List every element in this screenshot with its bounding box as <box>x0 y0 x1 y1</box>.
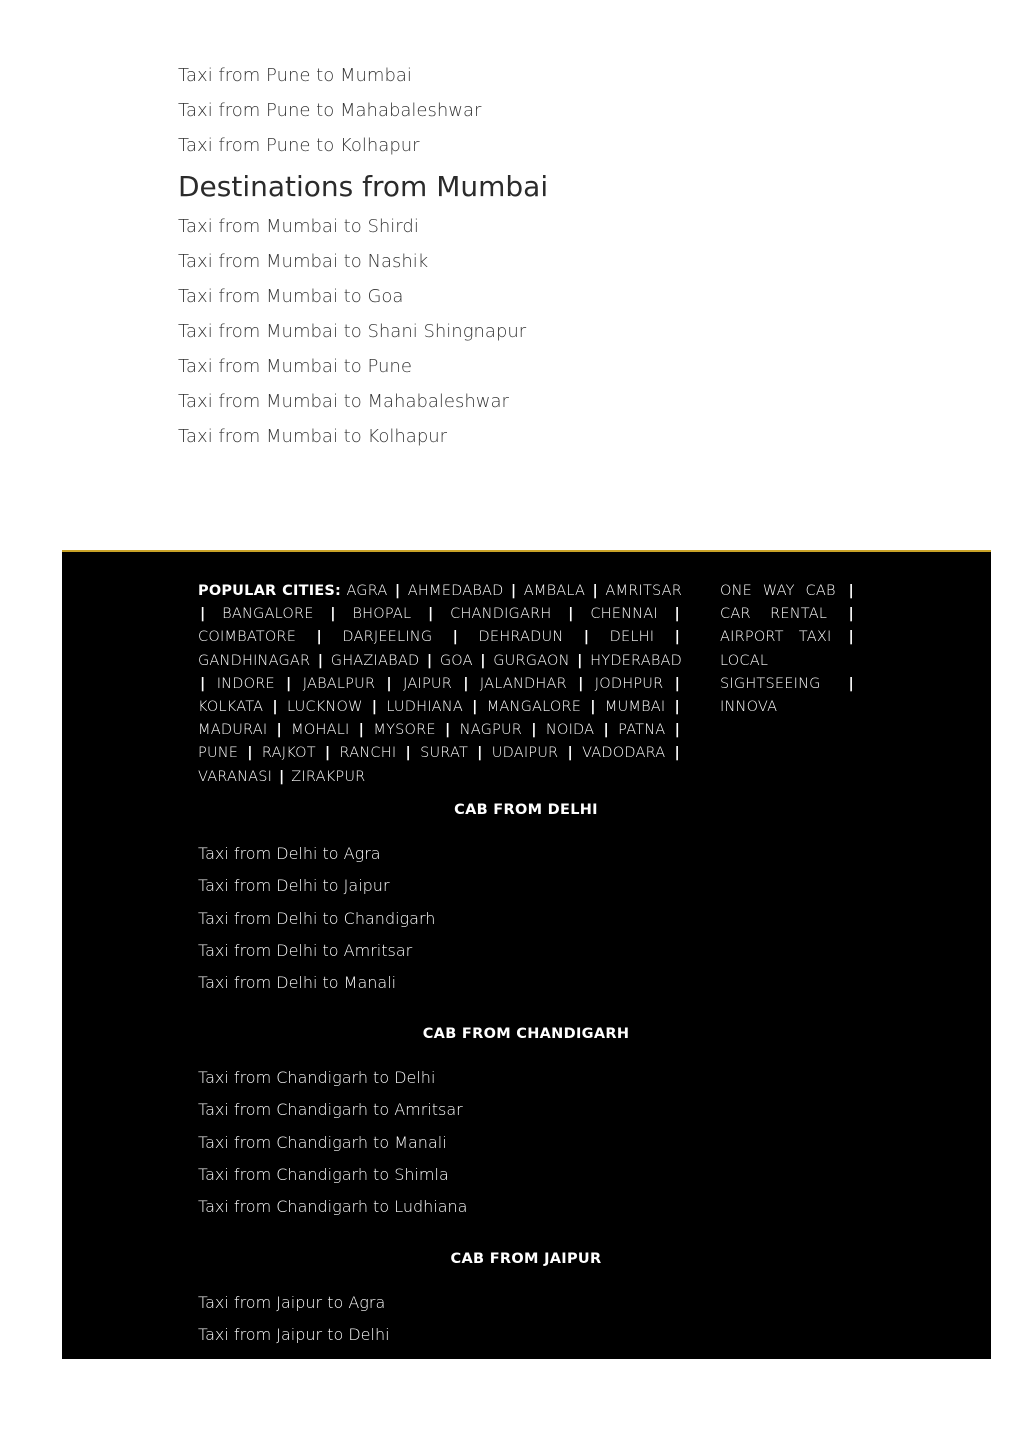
service-link[interactable]: INNOVA <box>720 699 778 716</box>
city-link[interactable]: MOHALI <box>291 722 350 739</box>
separator: | <box>371 699 378 716</box>
city-link[interactable]: ZIRAKPUR <box>291 768 366 785</box>
chandigarh-route-link[interactable]: Taxi from Chandigarh to Shimla <box>198 1164 449 1184</box>
top-destinations <box>178 58 778 454</box>
city-link[interactable]: SURAT <box>420 745 469 762</box>
separator: | <box>405 745 411 762</box>
service-link[interactable]: CAR RENTAL <box>720 606 828 623</box>
separator: | <box>578 675 584 692</box>
city-link[interactable]: VARANASI <box>198 768 273 785</box>
city-link[interactable]: AMRITSAR <box>605 583 683 599</box>
separator: | <box>247 745 253 762</box>
jaipur-route-link[interactable]: Taxi from Jaipur to Agra <box>198 1293 386 1312</box>
popular-cities-label: POPULAR CITIES: <box>198 583 342 599</box>
jaipur-route-link[interactable]: Taxi from Jaipur to Delhi <box>198 1325 390 1345</box>
separator: | <box>480 652 486 669</box>
city-link[interactable]: BANGALORE <box>222 606 314 623</box>
separator: | <box>674 745 681 762</box>
city-link[interactable]: GURGAON <box>493 652 570 669</box>
separator: | <box>568 606 574 623</box>
separator: | <box>200 606 206 623</box>
separator: | <box>674 606 680 623</box>
city-link[interactable]: KOLKATA <box>198 699 264 716</box>
city-link[interactable]: BHOPAL <box>352 606 412 623</box>
separator: | <box>358 722 365 739</box>
city-link[interactable]: HYDERABAD <box>590 652 683 669</box>
separator: | <box>200 675 206 692</box>
service-link[interactable]: ONE WAY CAB <box>720 583 836 599</box>
city-link[interactable]: PATNA <box>618 722 666 739</box>
chandigarh-route-link[interactable]: Taxi from Chandigarh to Manali <box>198 1132 447 1152</box>
cab-from-delhi-list <box>198 838 698 999</box>
city-link[interactable]: LUCKNOW <box>287 699 363 716</box>
city-link[interactable]: AGRA <box>346 583 388 599</box>
mumbai-route-link[interactable]: Taxi from Mumbai to Mahabaleshwar <box>178 391 509 412</box>
city-link[interactable]: DARJEELING <box>342 629 433 646</box>
city-link[interactable]: CHENNAI <box>590 606 658 623</box>
separator: | <box>286 675 292 692</box>
pune-route-link[interactable]: Taxi from Pune to Mahabaleshwar <box>178 100 482 121</box>
city-link[interactable]: UDAIPUR <box>491 745 559 762</box>
service-link[interactable]: LOCAL SIGHTSEEING <box>720 652 821 692</box>
separator: | <box>276 722 282 739</box>
city-link[interactable]: JODHPUR <box>594 675 664 692</box>
separator: | <box>848 606 855 623</box>
delhi-route-link[interactable]: Taxi from Delhi to Chandigarh <box>198 908 436 928</box>
chandigarh-route-link[interactable]: Taxi from Chandigarh to Delhi <box>198 1068 436 1087</box>
separator: | <box>674 722 681 739</box>
separator: | <box>272 699 278 716</box>
separator: | <box>590 699 596 716</box>
city-link[interactable]: INDORE <box>216 675 275 692</box>
city-link[interactable]: JABALPUR <box>302 675 376 692</box>
cab-from-jaipur-list <box>198 1287 698 1352</box>
footer <box>62 550 991 1359</box>
mumbai-route-link[interactable]: Taxi from Mumbai to Kolhapur <box>178 426 448 447</box>
mumbai-route-link[interactable]: Taxi from Mumbai to Nashik <box>178 251 429 272</box>
city-link[interactable]: MUMBAI <box>604 699 666 716</box>
separator: | <box>427 606 434 623</box>
city-link[interactable]: GHAZIABAD <box>330 652 420 669</box>
separator: | <box>463 675 469 692</box>
city-link[interactable]: GOA <box>439 652 473 669</box>
separator: | <box>394 583 401 599</box>
delhi-route-link[interactable]: Taxi from Delhi to Jaipur <box>198 876 390 896</box>
separator: | <box>452 629 459 646</box>
separator: | <box>848 675 854 692</box>
separator: | <box>567 745 573 762</box>
city-link[interactable]: AHMEDABAD <box>407 583 504 599</box>
separator: | <box>603 722 609 739</box>
separator: | <box>531 722 537 739</box>
separator: | <box>848 629 854 646</box>
separator: | <box>316 629 322 646</box>
city-link[interactable]: PUNE <box>198 745 239 762</box>
chandigarh-route-link[interactable]: Taxi from Chandigarh to Amritsar <box>198 1100 463 1120</box>
cab-from-chandigarh-heading: CAB FROM CHANDIGARH <box>422 1026 630 1042</box>
city-link[interactable]: JALANDHAR <box>479 675 567 692</box>
city-link[interactable]: DELHI <box>609 629 655 646</box>
delhi-route-link[interactable]: Taxi from Delhi to Manali <box>198 973 397 993</box>
city-link[interactable]: DEHRADUN <box>478 629 564 646</box>
city-link[interactable]: JAIPUR <box>403 675 452 692</box>
separator: | <box>674 675 681 692</box>
separator: | <box>592 583 598 599</box>
separator: | <box>477 745 483 762</box>
city-link[interactable]: MADURAI <box>198 722 268 739</box>
separator: | <box>317 652 324 669</box>
city-link[interactable]: CHANDIGARH <box>450 606 552 623</box>
mumbai-route-link[interactable]: Taxi from Mumbai to Shani Shingnapur <box>178 321 527 342</box>
cab-from-jaipur-heading: CAB FROM JAIPUR <box>450 1251 602 1267</box>
city-link[interactable]: NOIDA <box>545 722 595 739</box>
mumbai-route-link[interactable]: Taxi from Mumbai to Goa <box>178 286 404 307</box>
separator: | <box>577 652 583 669</box>
separator: | <box>324 745 331 762</box>
city-link[interactable]: MANGALORE <box>486 699 582 716</box>
mumbai-route-link[interactable]: Taxi from Mumbai to Pune <box>178 356 412 377</box>
separator: | <box>848 583 855 599</box>
city-link[interactable]: VADODARA <box>582 745 666 762</box>
separator: | <box>426 652 433 669</box>
mumbai-destinations-heading: Destinations from Mumbai <box>178 170 549 203</box>
city-link[interactable]: COIMBATORE <box>198 629 297 646</box>
separator: | <box>510 583 517 599</box>
service-link[interactable]: AIRPORT TAXI <box>720 629 832 646</box>
city-link[interactable]: RANCHI <box>339 745 397 762</box>
mumbai-route-link[interactable]: Taxi from Mumbai to Shirdi <box>178 216 419 237</box>
delhi-route-link[interactable]: Taxi from Delhi to Amritsar <box>198 940 413 960</box>
cab-from-chandigarh-list <box>198 1062 698 1223</box>
delhi-route-link[interactable]: Taxi from Delhi to Agra <box>198 844 381 863</box>
popular-cities <box>198 580 682 789</box>
separator: | <box>674 629 681 646</box>
separator: | <box>444 722 451 739</box>
services-list <box>720 580 856 719</box>
city-link[interactable]: LUDHIANA <box>386 699 463 716</box>
separator: | <box>583 629 590 646</box>
pune-route-link[interactable]: Taxi from Pune to Kolhapur <box>178 135 420 156</box>
chandigarh-route-link[interactable]: Taxi from Chandigarh to Ludhiana <box>198 1197 468 1217</box>
separator: | <box>278 768 285 785</box>
city-link[interactable]: NAGPUR <box>459 722 523 739</box>
pune-route-link[interactable]: Taxi from Pune to Mumbai <box>178 65 412 86</box>
separator: | <box>472 699 478 716</box>
separator: | <box>330 606 336 623</box>
separator: | <box>674 699 680 716</box>
separator: | <box>386 675 392 692</box>
city-link[interactable]: AMBALA <box>523 583 586 599</box>
cab-from-delhi-heading: CAB FROM DELHI <box>454 802 598 818</box>
city-link[interactable]: MYSORE <box>373 722 436 739</box>
city-link[interactable]: GANDHINAGAR <box>198 652 311 669</box>
city-link[interactable]: RAJKOT <box>261 745 316 762</box>
